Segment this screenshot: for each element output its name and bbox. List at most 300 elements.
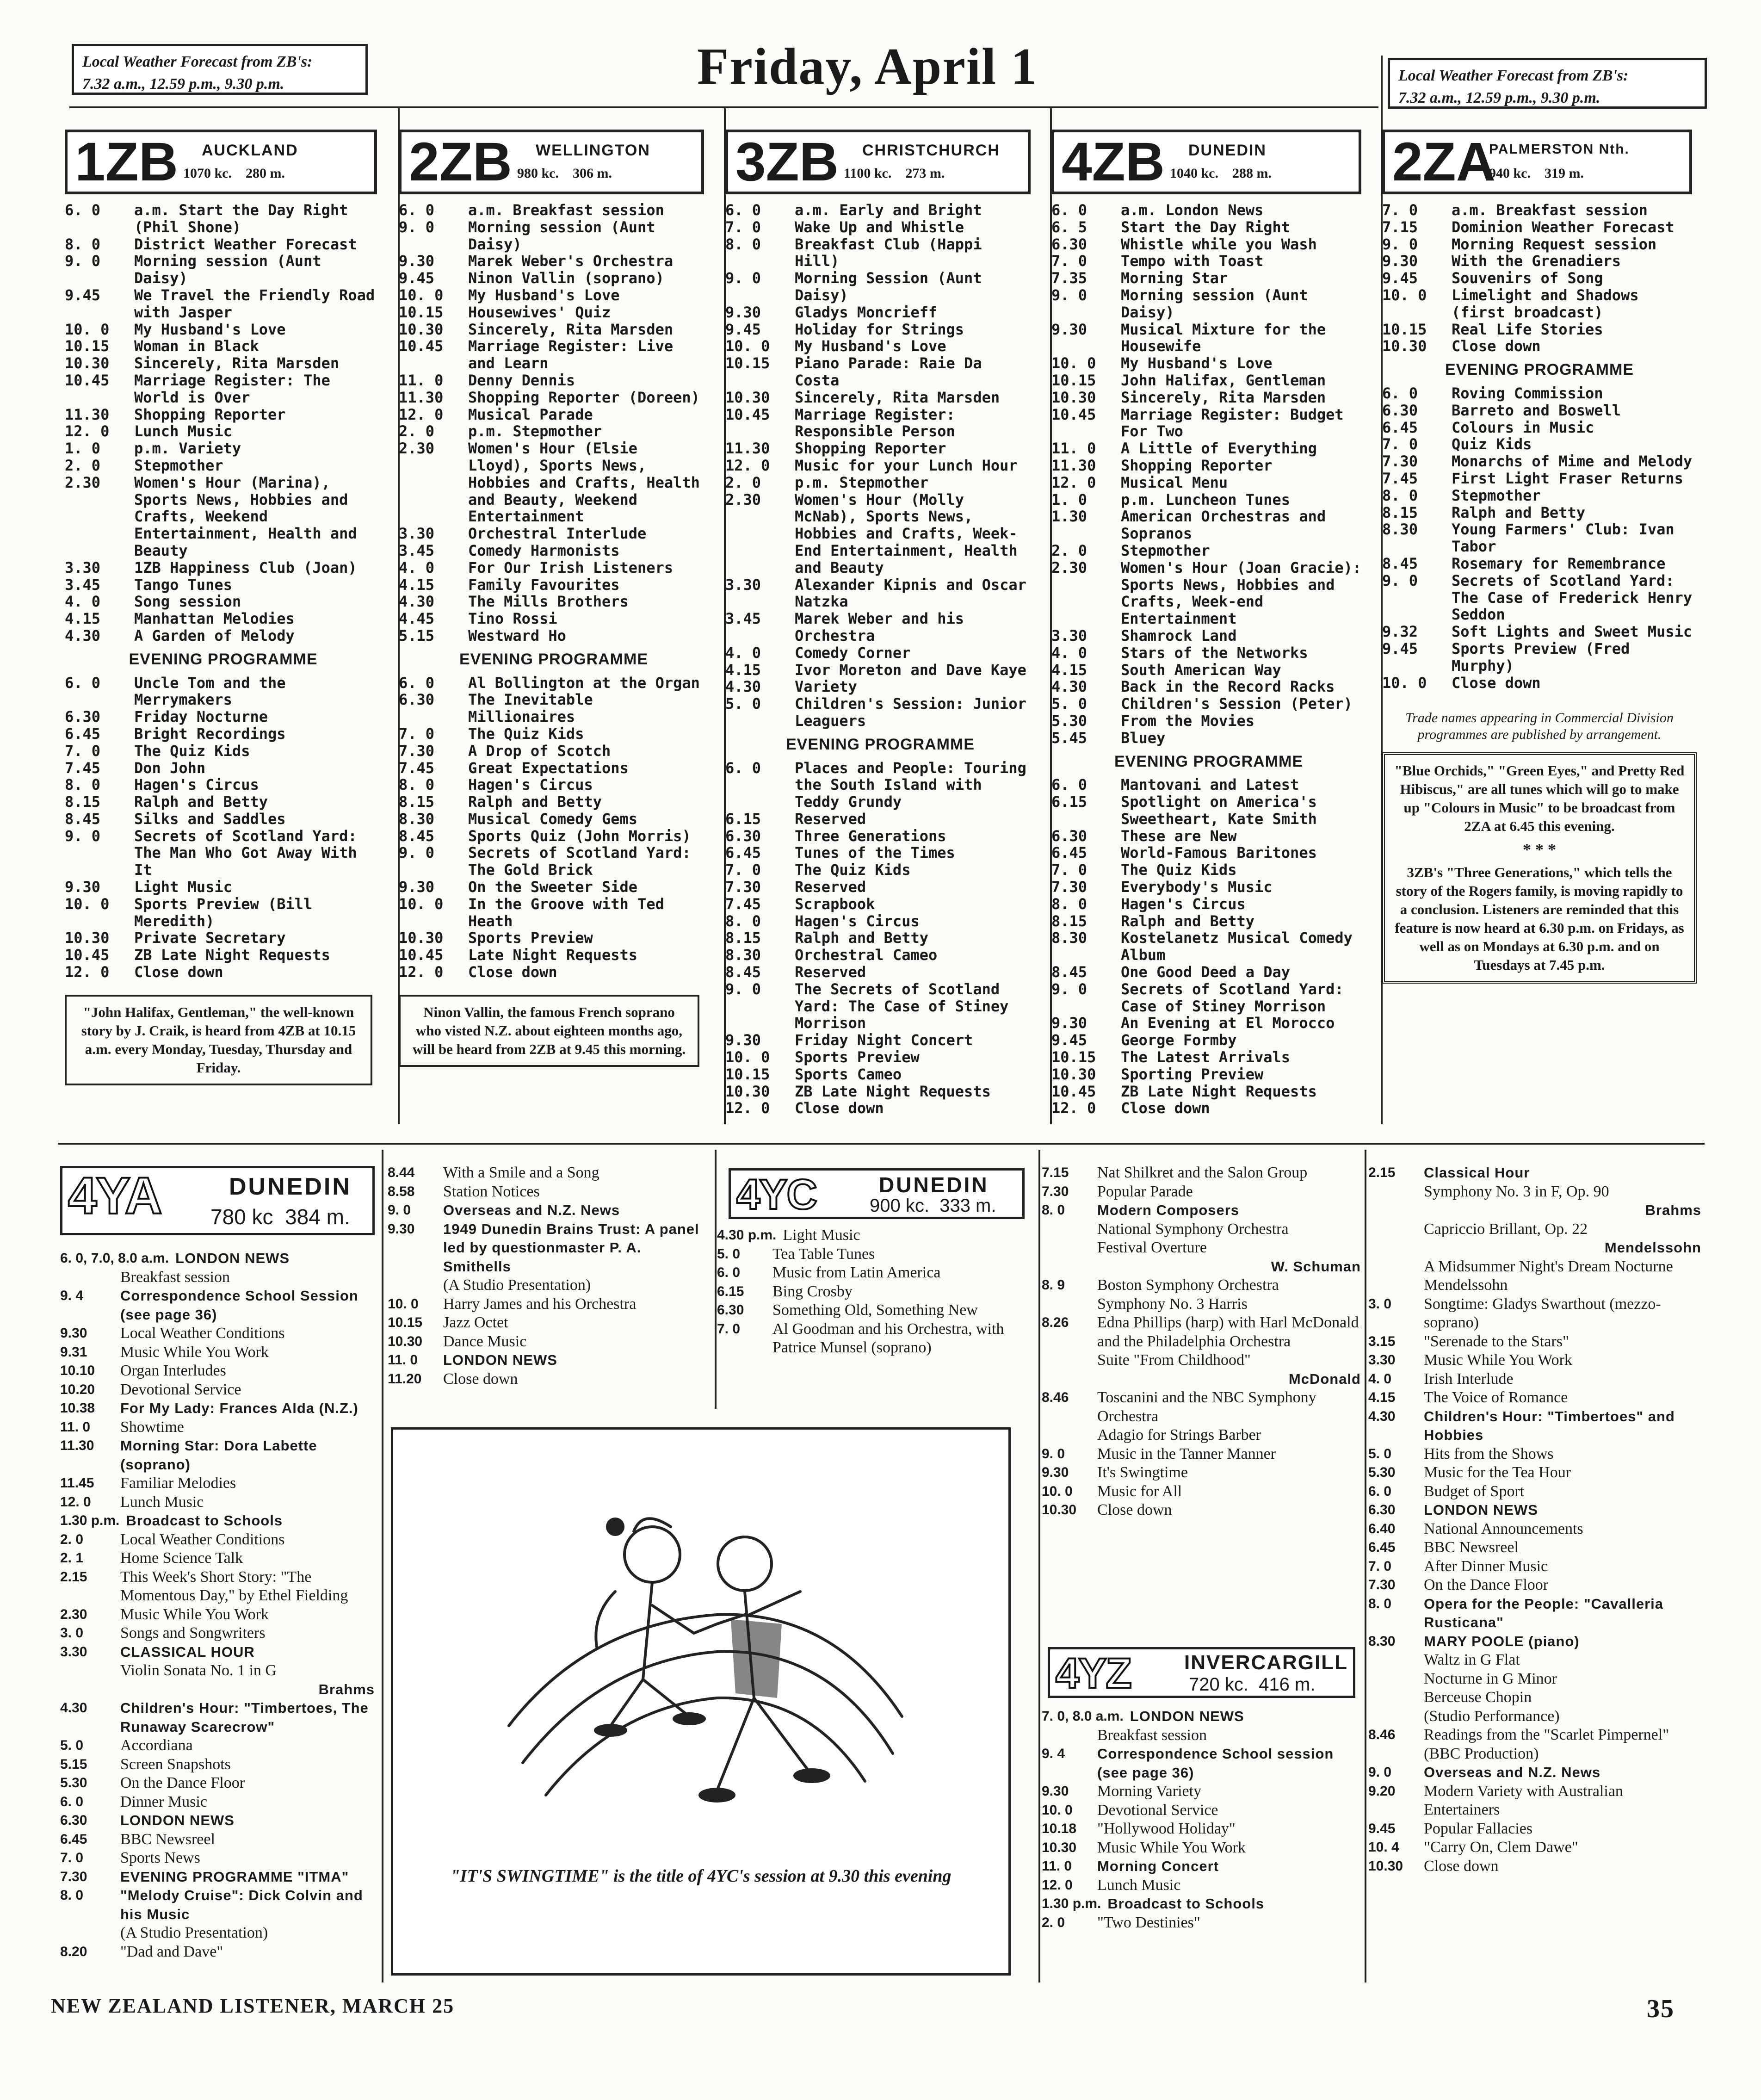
programme-title: 1ZB Happiness Club (Joan): [134, 558, 357, 576]
programme-title: Children's Session: Junior Leaguers: [795, 695, 1026, 730]
programme-item: [1051, 913, 1366, 930]
programme-item: [1051, 695, 1366, 712]
programme-title: Barreto and Boswell: [1452, 401, 1621, 419]
programme-time: [1042, 1426, 1097, 1445]
programme-item: [1382, 675, 1697, 692]
programme-title: Sports Preview: [795, 1048, 920, 1066]
programme-time: 12. 0: [1042, 1877, 1073, 1893]
programme-time: 9. 0: [1382, 235, 1418, 253]
programme-title: Music While You Work: [120, 1343, 269, 1361]
programme-item: [60, 1793, 375, 1812]
programme-title: Reserved: [795, 963, 866, 981]
programme-time: 9.45: [65, 286, 101, 304]
programme-time: 8. 0: [1042, 1202, 1065, 1218]
station-city: CHRISTCHURCH: [862, 142, 1000, 159]
programme-title: BBC Newsreel: [120, 1830, 215, 1848]
programme-time: 7.30: [1382, 452, 1418, 471]
programme-title: Boston Symphony Orchestra: [1097, 1276, 1279, 1294]
programme-title: "Melody Cruise": Dick Colvin and his Music: [120, 1887, 363, 1922]
programme-title: Musical Mixture for the Housewife: [1121, 320, 1326, 355]
station-column-1zb: [65, 130, 391, 1085]
programme-time: 6.45: [1382, 418, 1418, 436]
programme-time: 12. 0: [725, 456, 770, 474]
programme-title: The Quiz Kids: [468, 725, 584, 743]
page-title: Friday, April 1: [697, 38, 1038, 95]
programme-time: 3.15: [1368, 1333, 1396, 1349]
programme-item: [1382, 470, 1697, 487]
programme-time: 6.30: [725, 827, 761, 845]
programme-title: Souvenirs of Song: [1452, 269, 1603, 287]
programme-item: [1368, 1857, 1701, 1876]
programme-title: Hagen's Circus: [795, 912, 920, 930]
programme-item: [1042, 1276, 1361, 1295]
programme-item: [60, 1699, 375, 1736]
programme-item: [1051, 406, 1366, 440]
programme-time: 10.15: [388, 1315, 423, 1330]
programme-time: [1368, 1688, 1424, 1707]
programme-time: 10.30: [725, 1082, 770, 1100]
station-city: PALMERSTON Nth.: [1489, 142, 1630, 157]
programme-title: W. Schuman: [1271, 1258, 1361, 1275]
programme-title: LONDON NEWS: [1130, 1708, 1244, 1724]
programme-item: [65, 760, 382, 777]
programme-title: Stars of the Networks: [1121, 644, 1308, 662]
programme-title: Comedy Harmonists: [468, 541, 620, 559]
programme-title: Children's Hour: "Timbertoes" and Hobbies: [1424, 1408, 1675, 1443]
programme-title: On the Dance Floor: [120, 1774, 245, 1791]
programme-time: 8. 9: [1042, 1277, 1065, 1293]
programme-item: [399, 525, 709, 542]
programme-item: [1368, 1239, 1701, 1258]
programme-item: [65, 811, 382, 828]
programme-time: 6. 0: [399, 674, 435, 692]
programme-item: [725, 828, 1035, 845]
programme-time: 12. 0: [1051, 1099, 1096, 1117]
programme-item: [399, 593, 709, 610]
programme-list: [725, 202, 1035, 1117]
programme-item: [1382, 572, 1697, 623]
programme-title: Secrets of Scotland Yard: The Case of Frederick Henry Seddon: [1452, 571, 1693, 624]
programme-item: [1042, 1164, 1361, 1183]
programme-time: 1.30 p.m.: [1042, 1896, 1101, 1911]
programme-time: 10.30: [1368, 1858, 1403, 1874]
programme-time: 9.45: [399, 269, 435, 287]
programme-item: [399, 406, 709, 423]
evening-programme-heading: EVENING PROGRAMME: [129, 650, 318, 668]
weather-box-right: [1388, 58, 1707, 109]
programme-title: American Orchestras and Sopranos: [1121, 508, 1326, 543]
programme-item: [399, 576, 709, 594]
programme-time: 10.15: [65, 337, 110, 355]
programme-title: Don John: [134, 759, 206, 777]
programme-title: Limelight and Shadows (first broadcast): [1452, 286, 1639, 321]
station-schedule-4yc: [717, 1226, 1034, 1357]
programme-time: 2.30: [65, 473, 101, 491]
programme-time: 11. 0: [1042, 1858, 1072, 1874]
programme-title: ZB Late Night Requests: [1121, 1082, 1317, 1100]
programme-item: [1051, 712, 1366, 730]
programme-item: [388, 1295, 709, 1314]
programme-item: [399, 896, 709, 930]
programme-title: Familiar Melodies: [120, 1474, 236, 1492]
programme-time: 3.30: [60, 1644, 87, 1660]
programme-time: 7. 0: [1382, 201, 1418, 219]
weather-line-2: 7.32 a.m., 12.59 p.m., 9.30 p.m.: [82, 75, 284, 93]
programme-item: [1051, 1049, 1366, 1066]
programme-item: [1042, 1426, 1361, 1445]
programme-item: [725, 678, 1035, 695]
programme-item: [725, 879, 1035, 896]
programme-title: "Carry On, Clem Dawe": [1424, 1839, 1578, 1856]
programme-time: 9. 0: [725, 980, 761, 998]
programme-item: [399, 372, 709, 389]
programme-title: Young Farmers' Club: Ivan Tabor: [1452, 520, 1674, 556]
programme-time: 10.30: [65, 929, 110, 947]
programme-item: [1051, 1015, 1366, 1032]
programme-item: [65, 423, 382, 440]
programme-time: 2. 0: [60, 1531, 84, 1547]
programme-time: 9.45: [1051, 1031, 1087, 1049]
programme-title: Overseas and N.Z. News: [1424, 1764, 1601, 1780]
programme-title: (A Studio Presentation): [120, 1924, 268, 1941]
programme-time: 6.40: [1368, 1521, 1396, 1536]
programme-title: p.m. Variety: [134, 440, 241, 458]
programme-time: 9. 4: [60, 1288, 84, 1303]
programme-time: 8.15: [1382, 503, 1418, 521]
programme-item: [65, 725, 382, 743]
station-callsign: 2ZB: [409, 131, 512, 192]
programme-title: Morning session (Aunt Daisy): [468, 218, 655, 253]
programme-item: [65, 287, 382, 321]
programme-item: [60, 1680, 375, 1699]
programme-item: [1382, 436, 1697, 453]
programme-time: 7.15: [1382, 218, 1418, 236]
programme-item: [1368, 1651, 1701, 1670]
programme-time: 7.35: [1051, 269, 1087, 287]
programme-item: [725, 695, 1035, 730]
programme-item: [60, 1624, 375, 1643]
programme-item: [717, 1226, 1034, 1245]
programme-title: Ninon Vallin (soprano): [468, 269, 664, 287]
programme-time: 10.30: [65, 354, 110, 372]
programme-time: 8.30: [399, 810, 435, 828]
programme-time: [60, 1268, 120, 1287]
programme-item: [725, 1032, 1035, 1049]
programme-time: 8. 0: [1368, 1596, 1392, 1611]
station-schedule-4yc-continued: [1042, 1164, 1361, 1520]
programme-item: [65, 929, 382, 947]
programme-title: Friday Night Concert: [795, 1031, 973, 1049]
programme-item: [60, 1381, 375, 1400]
programme-time: 11.30: [65, 405, 110, 423]
programme-item: [1042, 1239, 1361, 1258]
programme-item: [1051, 236, 1366, 253]
programme-time: [1042, 1726, 1097, 1745]
programme-time: 6. 0: [725, 201, 761, 219]
programme-title: Songtime: Gladys Swarthout (mezzo-soprano): [1424, 1295, 1661, 1331]
programme-item: [65, 236, 382, 253]
programme-item: [1042, 1801, 1361, 1820]
programme-time: 4. 0: [1368, 1371, 1392, 1387]
weather-line-1: Local Weather Forecast from ZB's:: [82, 53, 313, 70]
programme-title: Accordiana: [120, 1737, 193, 1754]
programme-title: Dinner Music: [120, 1793, 207, 1810]
programme-item: [65, 610, 382, 627]
station-callsign: 4ZB: [1062, 131, 1165, 192]
programme-title: LONDON NEWS: [120, 1812, 235, 1828]
programme-time: 10.30: [1042, 1502, 1077, 1518]
programme-title: Stepmother: [1121, 541, 1210, 559]
programme-time: 6.30: [1051, 827, 1087, 845]
programme-title: The Quiz Kids: [134, 742, 250, 760]
programme-title: Al Bollington at the Organ: [468, 674, 700, 692]
programme-time: 10.15: [1382, 320, 1427, 338]
programme-time: 10.15: [725, 354, 770, 372]
programme-time: 6. 5: [1051, 218, 1087, 236]
programme-title: Everybody's Music: [1121, 878, 1273, 896]
programme-title: (A Studio Presentation): [443, 1276, 591, 1294]
programme-title: Music While You Work: [120, 1605, 269, 1623]
station-callsign: 3ZB: [735, 131, 839, 192]
programme-time: 6. 0: [65, 201, 101, 219]
programme-title: Colours in Music: [1452, 418, 1594, 436]
programme-item: [725, 896, 1035, 913]
station-schedule-4yz-continued: [1368, 1164, 1701, 1876]
programme-item: [1042, 1463, 1361, 1482]
programme-item: [1051, 929, 1366, 964]
programme-title: Suite "From Childhood": [1097, 1351, 1251, 1369]
programme-title: Close down: [134, 963, 223, 981]
station-callsign: 1ZB: [75, 131, 178, 192]
programme-item: [1368, 1576, 1701, 1595]
programme-title: Marriage Register: Responsible Person: [795, 405, 955, 440]
programme-item: [1051, 389, 1366, 406]
programme-time: 8.30: [1368, 1633, 1396, 1649]
programme-time: 9.30: [1042, 1465, 1069, 1480]
programme-time: 2. 1: [60, 1550, 84, 1566]
programme-time: 6.45: [65, 725, 101, 743]
column-rule: [715, 1150, 717, 1409]
programme-title: 1949 Dunedin Brains Trust: A panel led by questionmaster P. A. Smithells: [443, 1220, 699, 1275]
programme-title: Real Life Stories: [1452, 320, 1603, 338]
programme-time: 10.30: [725, 388, 770, 406]
programme-item: [725, 474, 1035, 491]
programme-item: [717, 1301, 1034, 1320]
programme-item: [1382, 287, 1697, 321]
programme-time: 5. 0: [1051, 695, 1087, 713]
station-frequency: 940 kc. 319 m.: [1489, 166, 1584, 181]
programme-item: [60, 1643, 375, 1662]
station-callsign: 2ZA: [1392, 131, 1495, 192]
programme-title: Piano Parade: Raie Da Costa: [795, 354, 982, 389]
programme-time: 4.45: [399, 610, 435, 628]
programme-item: [388, 1332, 709, 1351]
programme-time: 8. 0: [60, 1888, 84, 1903]
programme-item: [1368, 1838, 1701, 1857]
programme-item: [388, 1220, 709, 1276]
programme-time: 5. 0: [717, 1246, 741, 1262]
programme-time: 12. 0: [399, 963, 444, 981]
programme-item: [1382, 402, 1697, 419]
programme-title: The Latest Arrivals: [1121, 1048, 1291, 1066]
programme-item: [60, 1868, 375, 1887]
programme-title: Ralph and Betty: [468, 793, 602, 811]
footer-publication: NEW ZEALAND LISTENER, MARCH 25: [51, 1995, 455, 2017]
programme-time: 6. 0: [1051, 201, 1087, 219]
programme-time: 4.15: [1051, 661, 1087, 679]
programme-title: Lunch Music: [120, 1493, 204, 1511]
programme-title: a.m. Breakfast session: [1452, 201, 1648, 219]
programme-title: Close down: [468, 963, 557, 981]
programme-title: Lunch Music: [134, 422, 232, 440]
programme-title: Family Favourites: [468, 576, 620, 594]
programme-item: [399, 270, 709, 287]
programme-title: Music for All: [1097, 1482, 1182, 1500]
programme-time: 8. 0: [1051, 895, 1087, 913]
station-header-box: [399, 130, 704, 194]
programme-time: [1368, 1745, 1424, 1764]
programme-title: Sincerely, Rita Marsden: [1121, 388, 1326, 406]
programme-title: Manhattan Melodies: [134, 610, 295, 628]
programme-item: [1051, 287, 1366, 321]
programme-item: [1051, 627, 1366, 644]
programme-item: [1368, 1520, 1701, 1539]
programme-item: [1042, 1351, 1361, 1370]
programme-title: Mendelssohn: [1604, 1239, 1701, 1256]
programme-title: EVENING PROGRAMME "ITMA": [120, 1868, 349, 1885]
programme-item: [1042, 1501, 1361, 1520]
programme-title: Capriccio Brillant, Op. 22: [1424, 1220, 1588, 1238]
programme-time: 8.44: [388, 1165, 415, 1180]
programme-title: "Hollywood Holiday": [1097, 1820, 1236, 1837]
programme-time: 2. 0: [1051, 541, 1087, 559]
programme-title: A Garden of Melody: [134, 626, 295, 644]
programme-title: My Husband's Love: [468, 286, 620, 304]
programme-time: 9. 0: [399, 218, 435, 236]
programme-time: 2. 0: [65, 456, 101, 474]
programme-item: [1368, 1258, 1701, 1295]
programme-item: [60, 1399, 375, 1418]
programme-title: My Husband's Love: [795, 337, 946, 355]
programme-time: [1042, 1239, 1097, 1258]
programme-time: 10.30: [388, 1333, 423, 1349]
programme-item: [1051, 678, 1366, 695]
programme-title: Devotional Service: [120, 1381, 241, 1398]
evening-programme-heading: EVENING PROGRAMME: [459, 650, 649, 668]
programme-title: Music from Latin America: [772, 1264, 941, 1281]
programme-title: From the Movies: [1121, 712, 1254, 730]
programme-item: [1368, 1351, 1701, 1370]
programme-time: 10. 4: [1368, 1840, 1399, 1855]
programme-title: (Studio Performance): [1424, 1707, 1560, 1725]
programme-item: [399, 287, 709, 304]
programme-title: A Midsummer Night's Dream Nocturne Mendelssohn: [1424, 1258, 1673, 1294]
programme-item: [65, 406, 382, 423]
programme-time: 8.46: [1042, 1390, 1069, 1405]
programme-title: Gladys Moncrieff: [795, 303, 938, 321]
programme-time: 6. 0: [60, 1794, 84, 1809]
programme-item: [65, 253, 382, 287]
programme-item: [1051, 474, 1366, 491]
programme-item: [1042, 1295, 1361, 1314]
programme-time: 10.45: [65, 371, 110, 389]
programme-title: (BBC Production): [1424, 1745, 1539, 1762]
programme-item: [1368, 1501, 1701, 1520]
programme-title: Sincerely, Rita Marsden: [134, 354, 340, 372]
programme-title: Broadcast to Schools: [1107, 1896, 1265, 1912]
programme-item: [388, 1183, 709, 1202]
programme-item: [388, 1201, 709, 1220]
programme-item: [60, 1287, 375, 1324]
station-frequency: 1040 kc. 288 m.: [1170, 166, 1272, 181]
programme-time: 9. 0: [399, 844, 435, 862]
programme-time: 4. 0: [1051, 644, 1087, 662]
programme-title: In the Groove with Ted Heath: [468, 895, 664, 930]
programme-title: Music for your Lunch Hour: [795, 456, 1018, 474]
programme-time: 7.15: [1042, 1165, 1069, 1180]
programme-item: [65, 202, 382, 236]
programme-time: 10.45: [399, 946, 444, 964]
programme-time: 6.30: [1051, 235, 1087, 253]
programme-time: 10.45: [399, 337, 444, 355]
programme-title: Stepmother: [134, 456, 223, 474]
programme-time: 7.45: [725, 895, 761, 913]
programme-title: An Evening at El Morocco: [1121, 1014, 1335, 1032]
station-note: Ninon Vallin, the famous French soprano who visted N.Z. about eighteen months ago, will be heard from 2ZB at 9.45 this morning.: [399, 995, 699, 1067]
programme-time: 9. 0: [65, 252, 101, 270]
programme-title: Stepmother: [1452, 486, 1541, 504]
programme-title: p.m. Stepmother: [795, 473, 928, 491]
programme-item: [725, 929, 1035, 947]
programme-title: Close down: [443, 1370, 518, 1388]
programme-time: 7.30: [725, 878, 761, 896]
programme-item: [1051, 270, 1366, 287]
programme-title: Hagen's Circus: [468, 776, 593, 794]
station-schedule-4ya: [60, 1249, 375, 1961]
programme-item: [399, 844, 709, 879]
programme-item: [1368, 1726, 1701, 1745]
programme-title: Dominion Weather Forecast: [1452, 218, 1674, 236]
programme-time: 10. 0: [1042, 1483, 1073, 1499]
programme-item: [725, 844, 1035, 861]
programme-item: [1368, 1220, 1701, 1239]
programme-time: 8.45: [1051, 963, 1087, 981]
programme-item: [1051, 662, 1366, 679]
programme-item: [1368, 1707, 1701, 1726]
programme-title: Edna Phillips (harp) with Harl McDonald and the Philadelphia Orchestra: [1097, 1314, 1359, 1350]
programme-time: [388, 1276, 443, 1295]
programme-item: [717, 1245, 1034, 1264]
programme-time: 6. 0: [399, 201, 435, 219]
programme-item: [1051, 202, 1366, 219]
programme-time: 9.45: [1368, 1821, 1396, 1836]
programme-item: [725, 321, 1035, 338]
programme-title: Organ Interludes: [120, 1362, 226, 1379]
programme-item: [1368, 1820, 1701, 1839]
programme-time: 4.15: [399, 576, 435, 594]
programme-item: [1042, 1857, 1361, 1876]
programme-item: [725, 576, 1035, 611]
programme-title: Morning Concert: [1097, 1858, 1219, 1874]
programme-title: Local Weather Conditions: [120, 1325, 285, 1342]
programme-title: McDonald: [1288, 1370, 1361, 1387]
programme-title: Silks and Saddles: [134, 810, 286, 828]
weather-box-left: [72, 44, 368, 95]
programme-time: [1368, 1183, 1424, 1202]
programme-title: We Travel the Friendly Road with Jasper: [134, 286, 375, 321]
programme-title: Close down: [1097, 1501, 1172, 1518]
programme-time: 9.30: [1051, 1014, 1087, 1032]
